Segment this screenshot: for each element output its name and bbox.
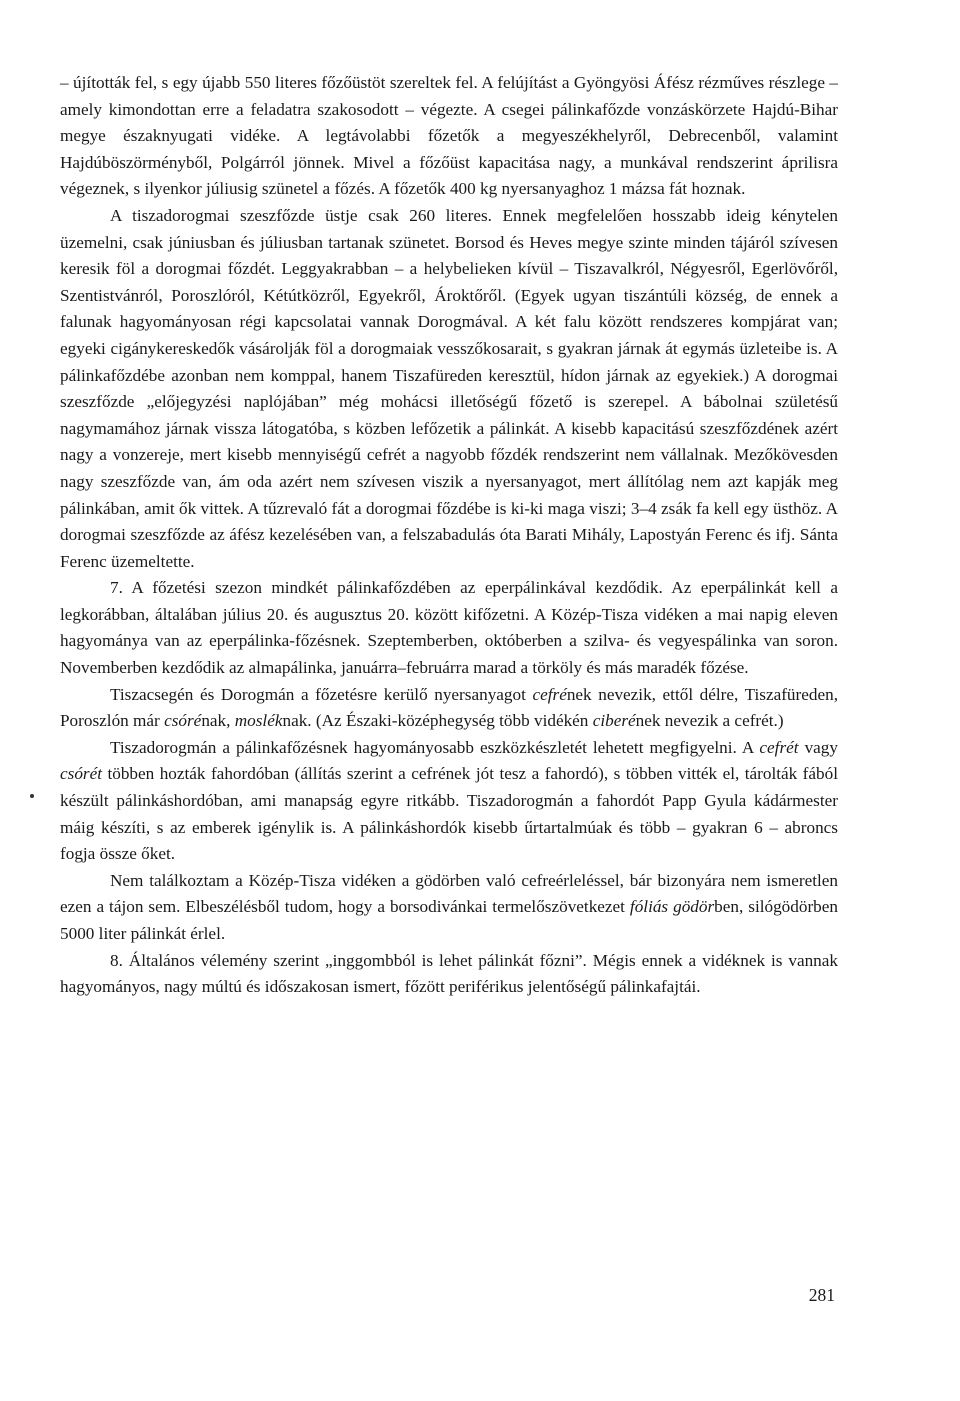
text-run: vagy xyxy=(798,737,838,757)
text-run: nak, xyxy=(201,711,235,731)
italic-term: cefrét xyxy=(759,737,799,757)
text-run: ben, silógödörben 5000 liter pálinkát érlel. xyxy=(60,897,839,943)
paragraph xyxy=(60,70,838,203)
text-run: Tiszadorogmán a pálinkafőzésnek hagyományosabb eszközkészletét lehetett megfigyelni. A xyxy=(110,737,760,757)
italic-term: ciberé xyxy=(592,711,636,731)
italic-term: csórét xyxy=(60,764,103,784)
paragraph xyxy=(60,682,838,735)
italic-term: csóré xyxy=(164,711,202,731)
text-run: többen hozták fahordóban (állítás szerint a cefrének jót tesz a fahordó), s többen vitték el, tárolták fából készült pálinkáshordóban, ami manapság egyre ritkább. Tiszadorogmán a fahordót Papp Gyula kádármester máig készíti, s az emberek igénylik is. A pálinkáshordók kisebb űrtartalmúak és több – gyakran 6 – abroncs fogja össze őket. xyxy=(60,764,838,864)
text-run: Nem találkoztam a Közép-Tisza vidéken a gödörben való cefreérleléssel, bár bizonyára nem ismeretlen ezen a tájon sem. Elbeszélésből tudom, hogy a borsodivánkai termelőszövetkezet xyxy=(60,870,838,917)
paragraph xyxy=(60,203,838,575)
text-run: 7. A főzetési szezon mindkét pálinkafőzdében az eperpálinkával kezdődik. Az eperpálinkát kell a legkorábban, általában július 20. és augusztus 20. között kifőzetni. A Közép-Tisza vidéken a mai napig eleven hagyománya van az eperpálinka-főzésnek. Szeptemberben, októberben a szilva- és vegyespálinka van soron. Novemberben kezdődik az almapálinka, januárra–februárra marad a törköly és más maradék főzése. xyxy=(60,578,838,678)
text-run: 8. Általános vélemény szerint „inggombból is lehet pálinkát főzni”. Mégis ennek a vidéknek is vannak hagyományos, nagy múltú és időszakosan ismert, főzött periférikus jelentőségű pálinkafajtái. xyxy=(60,950,838,997)
text-run: – újították fel, s egy újabb 550 literes főzőüstöt szereltek fel. A felújítást a Gyöngyösi Áfész rézműves részlege – amely kimondottan erre a feladatra szakosodott – végezte. A csegei pálinkafőzde vonzáskörzete Hajdú-Bihar megye északnyugati vidéke. A legtávolabbi főzetők a megyeszékhelyről, Debrecenből, valamint Hajdúböszörményből, Polgárról jönnek. Mivel a főzőüst kapacitása nagy, a munkával rendszerint áprilisra végeznek, s ilyenkor júliusig szünetel a főzés. A főzetők 400 kg nyersanyaghoz 1 mázsa fát hoznak. xyxy=(60,73,838,199)
paragraph xyxy=(60,868,838,948)
text-run: nek nevezik, ettől délre, Tiszafüreden, Poroszlón már xyxy=(60,684,838,731)
italic-term: cefré xyxy=(532,684,567,704)
text-run: A tiszadorogmai szeszfőzde üstje csak 260 literes. Ennek megfelelően hosszabb ideig kénytelen üzemelni, csak júniusban és júliusban tartanak szünetet. Borsod és Heves megye szinte minden tájáról szívesen keresik föl a dorogmai főzdét. Leggyakrabban – a helybelieken kívül – Tiszavalkról, Négyesről, Egerlövőről, Szentistvánról, Poroszlóról, Kétútközről, Egyekről, Ároktőről. (Egyek ugyan tiszántúli község, de ennek a falunak hagyományosan régi kapcsolatai vannak Dorogmával. A két falu között rendszeres kompjárat van; egyeki cigánykereskedők vásárolják föl a dorogmaiak vesszőkosarait, s gyakran járnak át egymás üzleteibe is. A pálinkafőzdébe azonban nem komppal, hanem Tiszafüreden keresztül, hídon járnak az egyekiek.) A dorogmai szeszfőzde „előjegyzési naplójában” még mohácsi illetőségű főzető is szerepel. A bábolnai születésű nagymamához járnak vissza látogatóba, s közben lefőzetik a pálinkát. A kisebb kapacitású szeszfőzdének azért nagy a vonzereje, mert kisebb mennyiségű cefrét a nagyobb főzdék rendszerint nem vállalnak. Mezőkövesden nagy szeszfőzde van, ám oda azért nem szívesen viszik a nyersanyagot, mert állítólag nem azt kapják meg pálinkában, amit ők vittek. A tűzrevaló fát a dorogmai főzdébe is ki-ki maga viszi; 3–4 zsák fa kell egy üsthöz. A dorogmai szeszfőzde az áfész kezelésében van, a felszabadulás óta Barati Mihály, Lapostyán Ferenc és ifj. Sánta Ferenc üzemeltette. xyxy=(60,205,838,571)
text-run: nak. (Az Északi-középhegység több vidékén xyxy=(282,711,593,731)
paragraph xyxy=(60,575,838,681)
text-run: nek nevezik a cefrét.) xyxy=(635,711,784,731)
page-number: 281 xyxy=(808,1285,835,1305)
paragraph xyxy=(60,948,838,1001)
italic-term: moslék xyxy=(234,711,283,731)
text-run: Tiszacsegén és Dorogmán a főzetésre kerülő nyersanyagot xyxy=(110,684,533,704)
paragraph xyxy=(60,735,838,868)
margin-mark xyxy=(30,794,34,798)
italic-term: fóliás gödör xyxy=(629,897,715,917)
page-body xyxy=(60,70,838,1001)
